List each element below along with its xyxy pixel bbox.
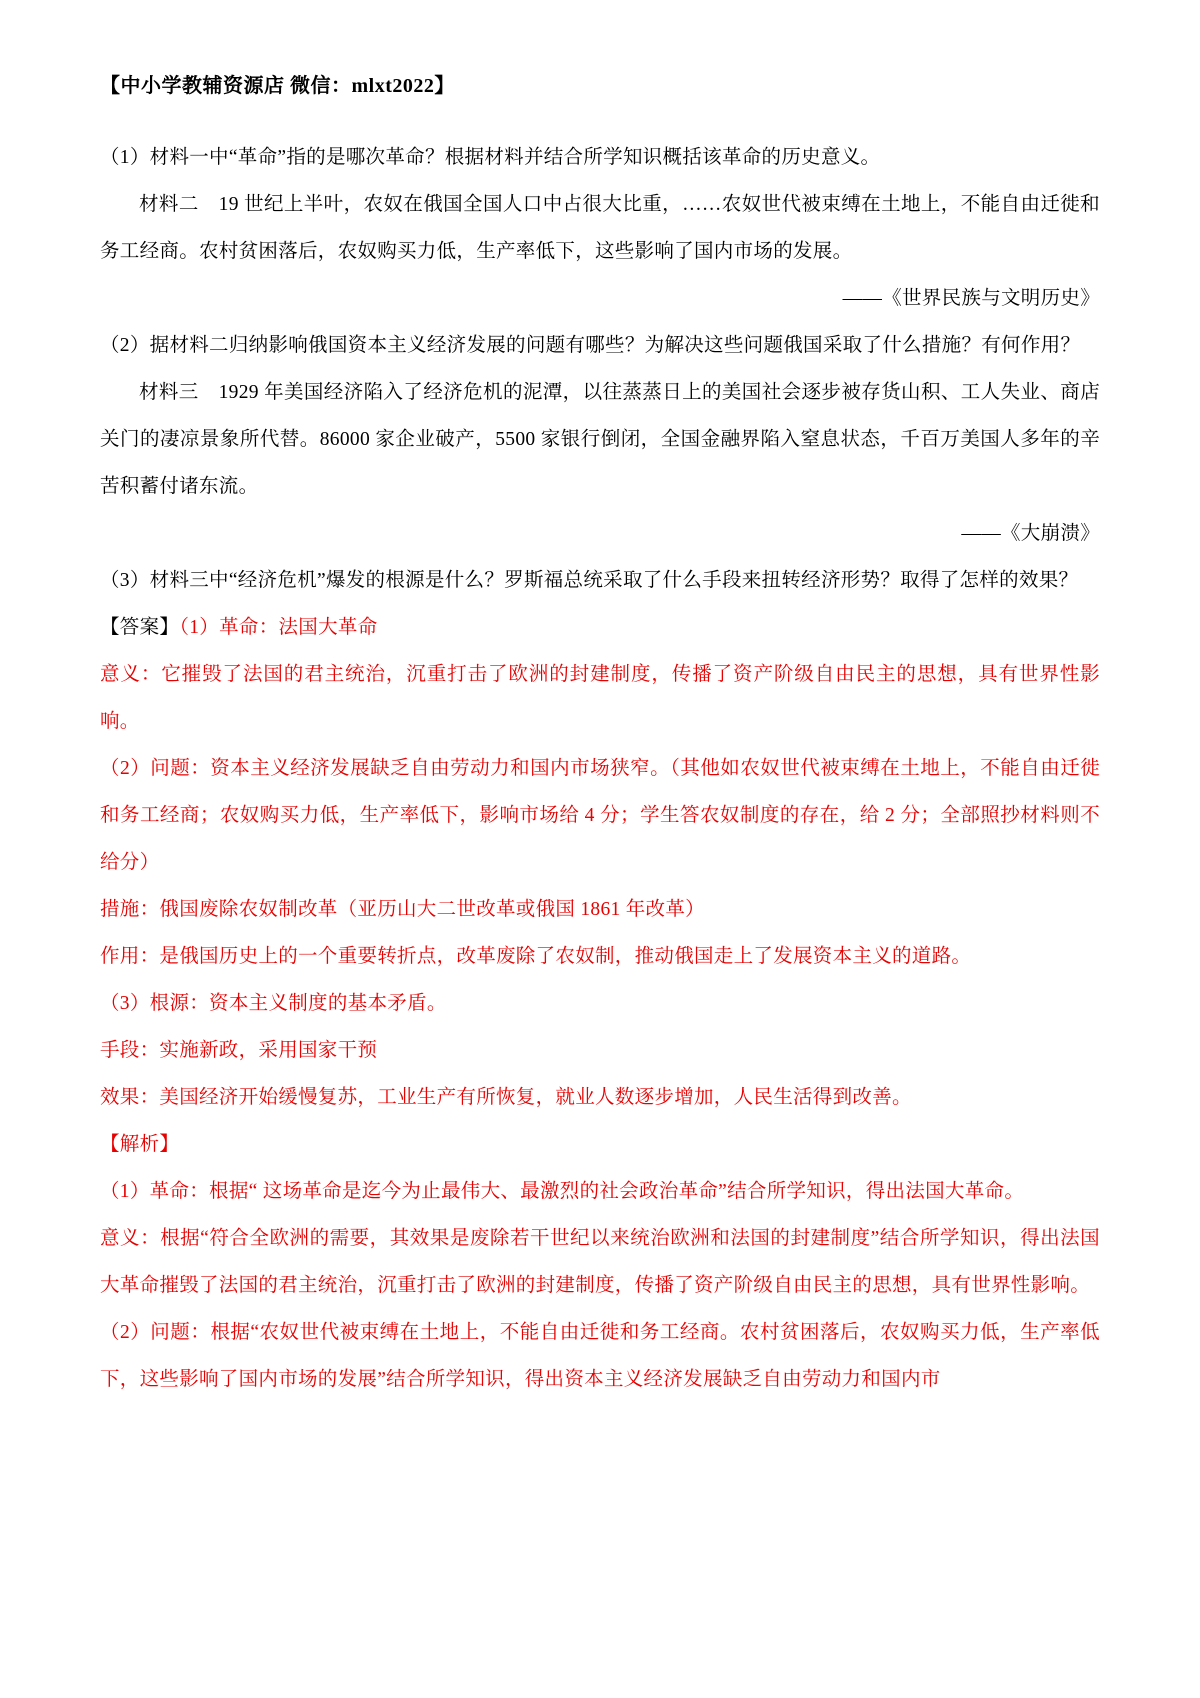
answer-q3-root-cause: （3）根源：资本主义制度的基本矛盾。 <box>100 993 447 1014</box>
store-watermark: 【中小学教辅资源店 微信：mlxt2022】 <box>100 75 455 97</box>
answer-line-revolution <box>100 604 1100 651</box>
answer-q2-problems: （2）问题：资本主义经济发展缺乏自由劳动力和国内市场狭窄。（其他如农奴世代被束缚在土地上，不能自由迁徙和务工经商；农奴购买力低，生产率低下，影响市场给 4 分；学生答农奴制度的存在，给 2 分；全部照抄材料则不给分） <box>100 758 1100 873</box>
answer-revolution-text: （1）革命：法国大革命 <box>179 617 378 638</box>
question-3: （3）材料三中“经济危机”爆发的根源是什么？罗斯福总统采取了什么手段来扭转经济形势？取得了怎样的效果？ <box>100 570 1079 591</box>
answer-q3-means: 手段：实施新政，采用国家干预 <box>100 1040 378 1061</box>
analysis-q1-meaning: 意义：根据“符合全欧洲的需要，其效果是废除若干世纪以来统治欧洲和法国的封建制度”结合所学知识，得出法国大革命摧毁了法国的君主统治，沉重打击了欧洲的封建制度，传播了资产阶级自由民主的思想，具有世界性影响。 <box>100 1228 1100 1296</box>
material-2-paragraph: 材料二 19 世纪上半叶，农奴在俄国全国人口中占很大比重，……农奴世代被束缚在土地上，不能自由迁徙和务工经商。农村贫困落后，农奴购买力低，生产率低下，这些影响了国内市场的发展。 <box>100 194 1100 262</box>
analysis-label: 【解析】 <box>100 1134 180 1155</box>
answer-label: 【答案】 <box>100 617 180 638</box>
material-3-source: ——《大崩溃》 <box>961 523 1100 544</box>
analysis-q2-problems: （2）问题：根据“农奴世代被束缚在土地上，不能自由迁徙和务工经商。农村贫困落后，农奴购买力低，生产率低下，这些影响了国内市场的发展”结合所学知识，得出资本主义经济发展缺乏自由劳动力和国内市 <box>100 1322 1100 1390</box>
question-1: （1）材料一中“革命”指的是哪次革命？根据材料并结合所学知识概括该革命的历史意义。 <box>100 147 881 168</box>
answer-q2-effect: 作用：是俄国历史上的一个重要转折点，改革废除了农奴制，推动俄国走上了发展资本主义的道路。 <box>100 946 972 967</box>
answer-q3-result: 效果：美国经济开始缓慢复苏，工业生产有所恢复，就业人数逐步增加，人民生活得到改善。 <box>100 1087 912 1108</box>
question-2: （2）据材料二归纳影响俄国资本主义经济发展的问题有哪些？为解决这些问题俄国采取了什么措施？有何作用？ <box>100 335 1081 356</box>
answer-meaning: 意义：它摧毁了法国的君主统治，沉重打击了欧洲的封建制度，传播了资产阶级自由民主的思想，具有世界性影响。 <box>100 664 1100 732</box>
answer-q2-measure: 措施：俄国废除农奴制改革（亚历山大二世改革或俄国 1861 年改革） <box>100 899 705 920</box>
analysis-q1-revolution: （1）革命：根据“ 这场革命是迄今为止最伟大、最激烈的社会政治革命”结合所学知识，得出法国大革命。 <box>100 1181 1025 1202</box>
material-3-paragraph: 材料三 1929 年美国经济陷入了经济危机的泥潭，以往蒸蒸日上的美国社会逐步被存货山积、工人失业、商店关门的凄凉景象所代替。86000 家企业破产，5500 家银行倒闭，全国金融界陷入窒息状态，千百万美国人多年的辛苦积蓄付诸东流。 <box>100 382 1100 497</box>
material-2-source: ——《世界民族与文明历史》 <box>842 288 1100 309</box>
